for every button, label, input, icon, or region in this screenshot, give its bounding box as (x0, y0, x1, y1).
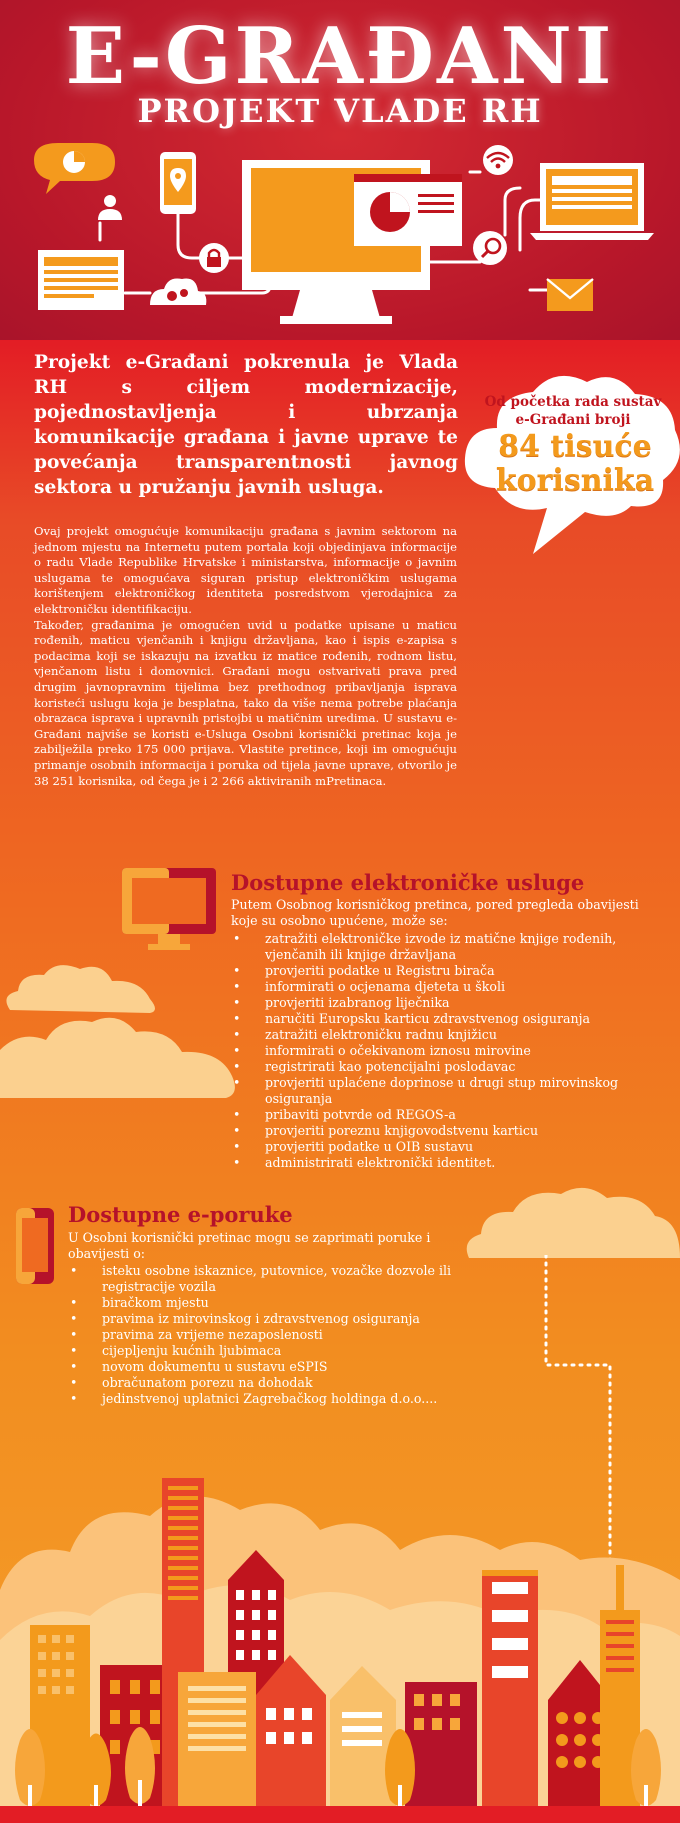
stat-value (470, 430, 680, 498)
services-intro: Putem Osobnog korisničkog pretinca, pored pregleda obavijesti koje su osobno upućene, može se: (231, 897, 639, 928)
page-title: E-GRAĐANI (65, 11, 615, 102)
services-list (231, 931, 656, 1171)
list-item: • zatražiti elektroničke izvode iz matične knjige rođenih, vjenčanih ili knjige državljana (231, 931, 656, 963)
list-item: • pravima za vrijeme nezaposlenosti (68, 1327, 468, 1343)
stat-value-line2: korisnika (495, 463, 655, 498)
list-item: • novom dokumentu u sustavu eSPIS (68, 1359, 468, 1375)
building (482, 1570, 538, 1823)
list-item: • administrirati elektronički identitet. (231, 1155, 656, 1171)
list-item: • registrirati kao potencijalni poslodavac (231, 1059, 656, 1075)
laptop-icon (530, 163, 654, 240)
list-item: • zatražiti elektroničku radnu knjižicu (231, 1027, 656, 1043)
stat-intro: Od početka rada sustav e-Građani broji (484, 394, 662, 428)
cloud-decoration (0, 1010, 240, 1100)
header-illustration (0, 140, 680, 340)
cloud-decoration (0, 955, 160, 1015)
user-icon (98, 195, 122, 220)
list-item: • provjeriti izabranog liječnika (231, 995, 656, 1011)
desktop-icon (120, 866, 220, 956)
messages-title: Dostupne e-poruke (68, 1202, 293, 1227)
lock-icon (199, 243, 229, 273)
list-item: • provjeriti podatke u OIB sustavu (231, 1139, 656, 1155)
services-title: Dostupne elektroničke usluge (231, 870, 585, 895)
wifi-bubble-icon (483, 145, 513, 175)
list-item: • isteku osobne iskaznice, putovnice, vozačke dozvole ili registracije vozila (68, 1263, 468, 1295)
list-item: • cijepljenju kućnih ljubimaca (68, 1343, 468, 1359)
list-item: • obračunatom porezu na dohodak (68, 1375, 468, 1391)
list-item: • pribaviti potvrde od REGOS-a (231, 1107, 656, 1123)
body-paragraph-1: Ovaj projekt omogućuje komunikaciju građana s javnim sektorom na jednom mjestu na Internetu putem portala koji objedinjava informacije o radu Vlade Republike Hrvatske i ministarstva, informacije o javnim uslugama te omogućava siguran pristup elektroničkim uslugama korištenjem elektroničkog identiteta posredstvom vjerodajnica za elektroničku identifikaciju. (34, 524, 457, 616)
stat-value-line1: 84 tisuće (498, 429, 652, 464)
smartphone-icon (14, 1206, 58, 1288)
city-skyline-illustration (0, 1440, 680, 1823)
cloud-decoration (465, 1180, 680, 1260)
body-text (34, 524, 457, 789)
messages-intro: U Osobni korisnički pretinac mogu se zaprimati poruke i obavijesti o: (68, 1230, 431, 1261)
smartphone-location-icon (160, 152, 196, 214)
messages-list (68, 1263, 468, 1407)
desktop-monitor-icon (242, 160, 462, 324)
mail-icon (547, 279, 593, 311)
cloud-settings-icon (150, 278, 206, 305)
lead-paragraph: Projekt e-Građani pokrenula je Vlada RH s ciljem modernizacije, pojednostavljenja i ubrzanja komunikacije građana i javne uprave te povećanja transparentnosti javnog sektora u pružanju javnih usluga. (34, 352, 458, 498)
list-item: • biračkom mjestu (68, 1295, 468, 1311)
list-item: • pravima iz mirovinskog i zdravstvenog osiguranja (68, 1311, 468, 1327)
document-screen-icon (38, 250, 124, 310)
list-item: • informirati o očekivanom iznosu mirovine (231, 1043, 656, 1059)
page-subtitle: PROJEKT VLADE RH (137, 92, 543, 130)
list-item: • informirati o ocjenama djeteta u školi (231, 979, 656, 995)
list-item: • provjeriti podatke u Registru birača (231, 963, 656, 979)
building (405, 1682, 477, 1823)
pie-chart-bubble-icon (34, 143, 115, 194)
list-item: • provjeriti uplaćene doprinose u drugi stup mirovinskog osiguranja (231, 1075, 656, 1107)
building (178, 1672, 256, 1823)
list-item: • provjeriti poreznu knjigovodstvenu karticu (231, 1123, 656, 1139)
list-item: • naručiti Europsku karticu zdravstvenog osiguranja (231, 1011, 656, 1027)
list-item: • jedinstvenoj uplatnici Zagrebačkog holdinga d.o.o.... (68, 1391, 468, 1407)
search-icon (473, 231, 507, 265)
body-paragraph-2: Također, građanima je omogućen uvid u podatke upisane u maticu rođenih, maticu vjenčanih i knjigu državljana, kao i ispis e-zapisa s podacima koji se iskazuju na izvatku iz matice rođenih, rodnom listu, vjenčanom listu i domovnici. Građani mogu ostvarivati prava pred drugim javnopravnim tijelima bez prethodnog pribavljanja isprava koristeći uslugu koja je besplatna, tako da više nema potrebe plaćanja obrazaca isprava i upravnih pristojbi u matičnim uredima. U sustavu e-Građani najviše se koristi e-Usluga Osobni korisnički pretinac koja je zabilježila preko 175 000 prijava. Vlastite pretince, koji im omogućuju primanje osobnih informacija i poruka od tijela javne uprave, otvorilo je 38 251 korisnika, od čega je i 2 266 aktiviranih mPretinaca. (34, 617, 457, 788)
